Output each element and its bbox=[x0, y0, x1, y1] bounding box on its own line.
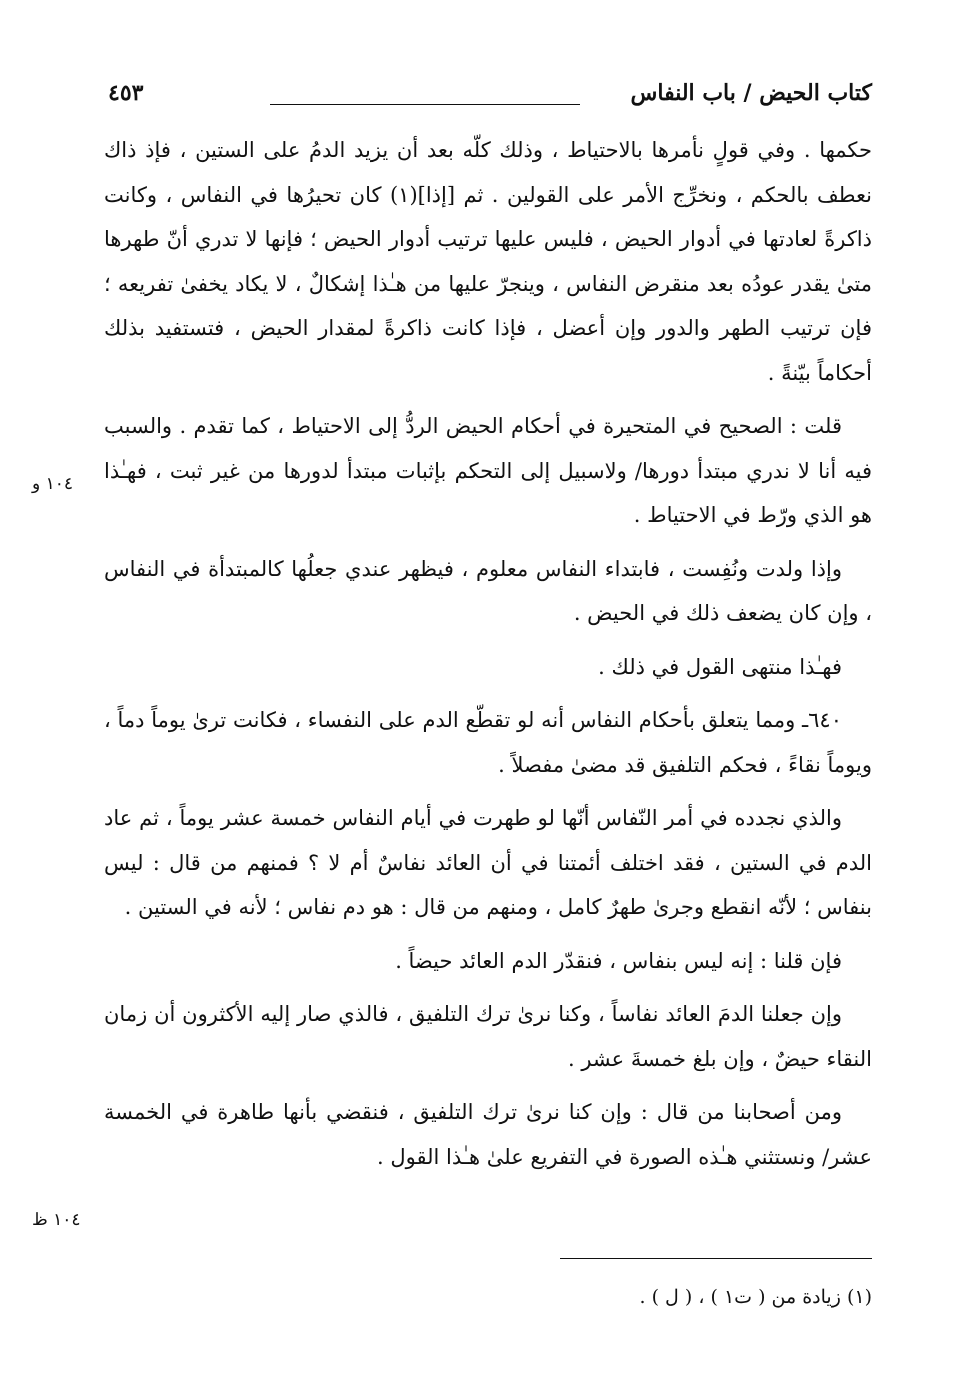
chapter-title: كتاب الحيض / باب النفاس bbox=[630, 80, 872, 106]
paragraph-5: ٦٤٠ـ ومما يتعلق بأحكام النفاس أنه لو تقطّع الدم على النفساء ، فكانت ترىٰ يوماً دماً ، ويوماً نقاءً ، فحكم التلفيق قد مضىٰ مفصلاً . bbox=[104, 708, 872, 777]
page-number: ٤٥٣ bbox=[108, 80, 144, 106]
paragraph-3: وإذا ولدت ونُفِست ، فابتداء النفاس معلوم ، فيظهر عندي جعلُها كالمبتدأة في النفاس ، وإن كان يضعف ذلك في الحيض . bbox=[104, 556, 872, 625]
paragraph-9: ومن أصحابنا من قال : وإن كنا نرىٰ ترك التلفيق ، فنقضي بأنها طاهرة في الخمسة عشر/ ونستثني هـٰذه الصورة في التفريع علىٰ هـٰذا القول . bbox=[104, 1100, 872, 1169]
paragraph-8: وإن جعلنا الدمَ العائد نفاساً ، وكنا نرىٰ ترك التلفيق ، فالذي صار إليه الأكثرون أن زمان النقاء حيضٌ ، وإن بلغ خمسةَ عشر . bbox=[104, 1002, 872, 1071]
header-rule bbox=[270, 104, 580, 105]
page-body bbox=[104, 128, 872, 1188]
paragraph-7: فإن قلنا : إنه ليس بنفاس ، فنقدّر الدم العائد حيضاً . bbox=[395, 948, 842, 973]
paragraph-4: فهـٰذا منتهى القول في ذلك . bbox=[598, 654, 842, 679]
paragraph-6: والذي نجدده في أمر النّفاس أنّها لو طهرت في أيام النفاس خمسة عشر يوماً ، ثم عاد الدم في الستين ، فقد اختلف أئمتنا في أن العائد نفاسٌ أم لا ؟ فمنهم من قال : ليس بنفاس ؛ لأنّه انقطع وجرىٰ طهرٌ كامل ، ومنهم من قال : هو دم نفاس ؛ لأنه في الستين . bbox=[104, 806, 872, 919]
margin-folio-note: ١٠٤ ظ bbox=[32, 1210, 81, 1230]
footnote-rule bbox=[560, 1258, 872, 1259]
footnote: (١) زيادة من ( ت١ ) ، ( ل ) . bbox=[639, 1286, 872, 1308]
margin-folio-note: ١٠٤ و bbox=[32, 474, 74, 494]
running-header bbox=[108, 80, 872, 120]
paragraph-2: قلت : الصحيح في المتحيرة في أحكام الحيض الردُّ إلى الاحتياط ، كما تقدم . والسبب فيه أنا لا ندري مبتدأ دورها/ ولاسبيل إلى التحكم بإثبات مبتدأ لدورها من غير ثبت ، فهـٰذا هو الذي ورّط في الاحتياط . bbox=[104, 414, 872, 527]
paragraph-1: حكمها . وفي قولٍ نأمرها بالاحتياط ، وذلك كلّه بعد أن يزيد الدمُ على الستين ، فإذ ذاك نعطف بالحكم ، ونخرِّج الأمر على القولين . ثم [إذا](١) كان تحيرُها في النفاس ، وكانت ذاكرةً لعادتها في أدوار الحيض ، فليس عليها ترتيب أدوار الحيض ؛ فإنها لا تدري أنّ طهرها متىٰ يقدر عودُه بعد منقرض النفاس ، وينجرّ عليها من هـٰذا إشكالٌ ، لا يكاد يخفىٰ تفريعه ؛ فإن ترتيب الطهر والدور وإن أعضل ، فإذا كانت ذاكرةً لمقدار الحيض ، فتستفيد بذلك أحكاماً بيّنةً . bbox=[104, 138, 872, 385]
